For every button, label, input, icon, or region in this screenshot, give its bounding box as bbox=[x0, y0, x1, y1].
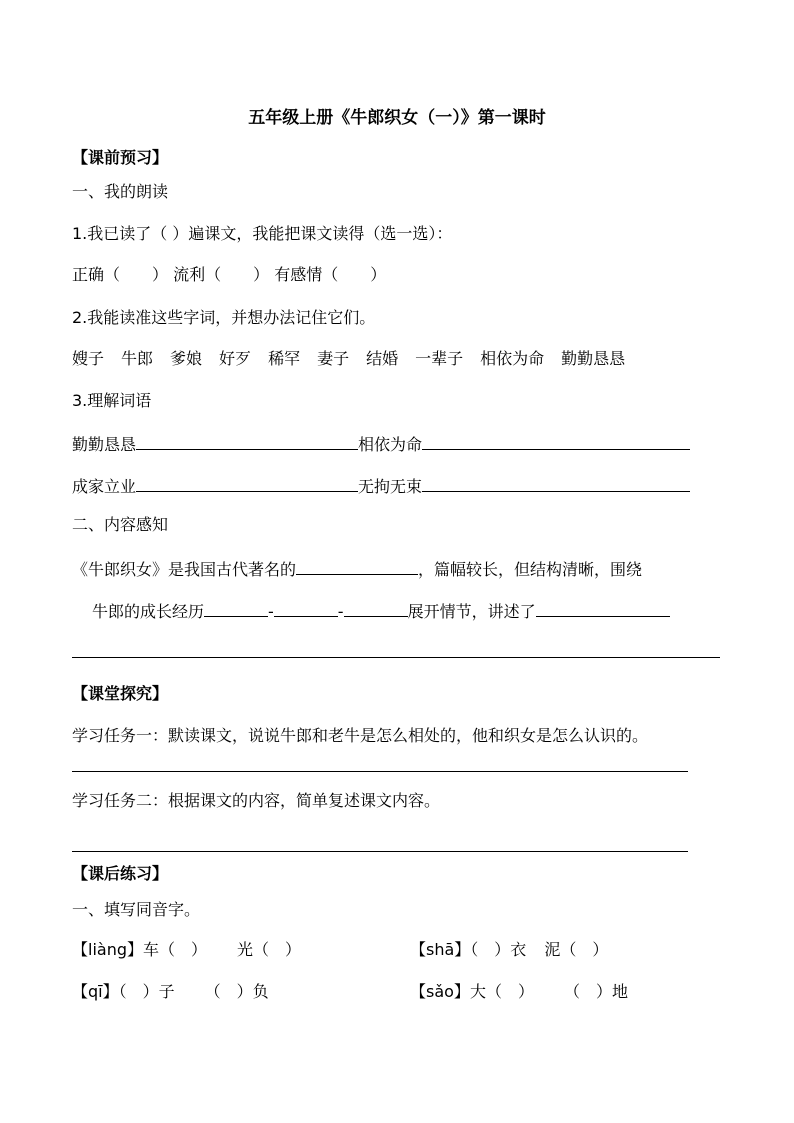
homophone-blank: （ ）地 bbox=[563, 982, 628, 1001]
word-item: 牛郎 bbox=[121, 349, 154, 368]
term-label: 成家立业 bbox=[72, 477, 137, 496]
preview-header: 【课前预习】 bbox=[72, 148, 169, 167]
task-2: 学习任务二：根据课文的内容，简单复述课文内容。 bbox=[72, 791, 441, 810]
content-paragraph-2 bbox=[92, 598, 670, 623]
homophone-blank: （ ）衣 bbox=[470, 940, 527, 959]
answer-line[interactable] bbox=[72, 851, 688, 852]
term-row-1 bbox=[72, 431, 690, 456]
answer-blank[interactable] bbox=[296, 556, 418, 575]
homophone-item bbox=[72, 981, 269, 1003]
homophone-blank: 光（ ） bbox=[237, 940, 302, 959]
pinyin-label: 【sǎo】 bbox=[410, 982, 470, 1001]
content-text: 牛郎的成长经历 bbox=[92, 602, 205, 621]
option-fluent: 流利（ ） bbox=[173, 265, 270, 284]
homophone-item bbox=[410, 939, 608, 961]
homophone-item bbox=[72, 939, 301, 961]
content-paragraph-1 bbox=[72, 556, 642, 581]
word-item: 稀罕 bbox=[268, 349, 301, 368]
answer-blank[interactable] bbox=[422, 431, 690, 450]
word-item: 妻子 bbox=[317, 349, 350, 368]
practice-question-1: 一、填写同音字。 bbox=[72, 900, 201, 919]
term-label: 无拘无束 bbox=[358, 477, 423, 496]
practice-header: 【课后练习】 bbox=[72, 864, 169, 883]
term-row-2 bbox=[72, 473, 690, 498]
page-title: 五年级上册《牛郎织女（一）》第一课时 bbox=[248, 108, 546, 128]
question-3: 3.理解词语 bbox=[72, 391, 152, 410]
word-item: 好歹 bbox=[219, 349, 252, 368]
option-emotion: 有感情（ ） bbox=[274, 265, 387, 284]
term-label: 相依为命 bbox=[358, 435, 423, 454]
homophone-blank: （ ）子 bbox=[118, 982, 175, 1001]
homophone-item bbox=[410, 981, 628, 1003]
term-label: 勤勤恳恳 bbox=[72, 435, 137, 454]
answer-blank[interactable] bbox=[344, 598, 408, 617]
word-item: 一辈子 bbox=[415, 349, 464, 368]
answer-blank[interactable] bbox=[536, 598, 670, 617]
answer-line[interactable] bbox=[72, 657, 720, 658]
reading-title: 一、我的朗读 bbox=[72, 182, 169, 201]
question-2: 2.我能读准这些字词，并想办法记住它们。 bbox=[72, 308, 376, 327]
word-item: 结婚 bbox=[366, 349, 399, 368]
answer-blank[interactable] bbox=[136, 473, 358, 492]
content-text: 《牛郎织女》是我国古代著名的 bbox=[72, 560, 297, 579]
answer-blank[interactable] bbox=[136, 431, 358, 450]
homophone-blank: 车（ ） bbox=[143, 940, 208, 959]
option-correct: 正确（ ） bbox=[72, 265, 169, 284]
answer-line[interactable] bbox=[72, 771, 688, 772]
answer-blank[interactable] bbox=[422, 473, 690, 492]
dash: - bbox=[337, 602, 344, 621]
pinyin-label: 【liàng】 bbox=[72, 940, 143, 959]
pinyin-label: 【qī】 bbox=[72, 982, 119, 1001]
answer-blank[interactable] bbox=[204, 598, 268, 617]
word-item: 嫂子 bbox=[72, 349, 105, 368]
task-1: 学习任务一：默读课文，说说牛郎和老牛是怎么相处的，他和织女是怎么认识的。 bbox=[72, 726, 649, 745]
content-title: 二、内容感知 bbox=[72, 515, 169, 534]
word-item: 勤勤恳恳 bbox=[561, 349, 626, 368]
content-text: 展开情节，讲述了 bbox=[407, 602, 536, 621]
word-list bbox=[72, 348, 625, 370]
content-text: ，篇幅较长，但结构清晰，围绕 bbox=[418, 560, 643, 579]
homophone-blank: 大（ ） bbox=[469, 982, 534, 1001]
word-item: 爹娘 bbox=[170, 349, 203, 368]
homophone-blank: 泥（ ） bbox=[544, 940, 609, 959]
question-1: 1.我已读了（ ）遍课文，我能把课文读得（选一选）： bbox=[72, 224, 453, 243]
homophone-blank: （ ）负 bbox=[204, 982, 269, 1001]
pinyin-label: 【shā】 bbox=[410, 940, 471, 959]
word-item: 相依为命 bbox=[480, 349, 545, 368]
answer-blank[interactable] bbox=[274, 598, 338, 617]
explore-header: 【课堂探究】 bbox=[72, 684, 169, 703]
question-1-options bbox=[72, 264, 386, 286]
dash: - bbox=[268, 602, 274, 621]
